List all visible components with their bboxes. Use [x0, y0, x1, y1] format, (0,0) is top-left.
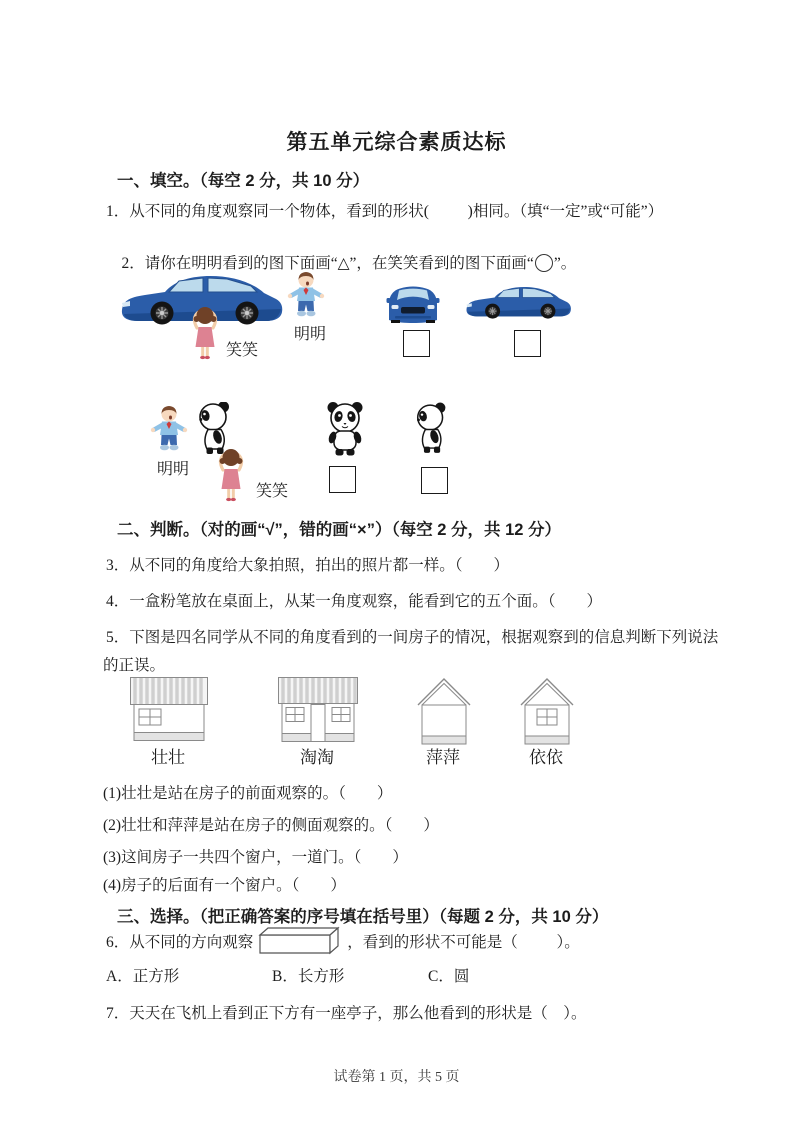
- answer-box-panda-front[interactable]: [329, 466, 356, 493]
- sub-question-3: (3)这间房子一共四个窗户，一道门。（ ）: [103, 849, 408, 866]
- car-scene-girl-label: 笑笑: [226, 342, 259, 359]
- boy-figure-2: [149, 404, 189, 454]
- answer-box-car-side[interactable]: [514, 330, 541, 357]
- question-6-text-before: 6．从不同的方向观察: [106, 934, 254, 951]
- car-side-small-figure: [462, 283, 574, 321]
- answer-box-car-front[interactable]: [403, 330, 430, 357]
- sub-question-2: (2)壮壮和萍萍是站在房子的侧面观察的。（ ）: [103, 817, 439, 834]
- question-7: 7．天天在飞机上看到正下方有一座亭子，那么他看到的形状是（ ）。: [106, 1005, 587, 1022]
- cuboid-figure: [258, 926, 342, 956]
- car-front-view-figure: [386, 281, 440, 323]
- question-2-text-before: 2．请你在明明看到的图下面画“△”，在笑笑看到的图下面画“: [121, 255, 534, 272]
- panda-scene-girl-label: 笑笑: [256, 483, 289, 500]
- question-4: 4．一盒粉笔放在桌面上，从某一角度观察，能看到它的五个面。（ ）: [106, 593, 603, 610]
- sub-question-1: (1)壮壮是站在房子的前面观察的。（ ）: [103, 785, 393, 802]
- car-scene-boy-label: 明明: [294, 326, 327, 343]
- house-label-zhuangzhuang: 壮壮: [151, 748, 185, 767]
- question-6-option-b: B．长方形: [272, 968, 345, 985]
- question-5-line1: 5．下图是四名同学从不同的角度看到的一间房子的情况，根据观察到的信息判断下列说法: [106, 629, 719, 646]
- section-1-header: 一、填空。（每空 2 分，共 10 分）: [117, 172, 370, 190]
- house-side-window-figure: [520, 676, 574, 746]
- house-back-view-figure: [129, 676, 209, 743]
- house-front-view-figure: [277, 676, 359, 743]
- house-label-taotao: 淘淘: [300, 748, 334, 767]
- girl-back-view-figure: [188, 306, 222, 364]
- house-label-pingping: 萍萍: [426, 748, 460, 767]
- page-title: 第五单元综合素质达标: [286, 131, 507, 154]
- circle-mark-icon: [535, 254, 553, 272]
- question-6-text-after: ，看到的形状不可能是（ ）。: [347, 934, 580, 951]
- question-6-option-a: A．正方形: [106, 968, 180, 985]
- section-3-header: 三、选择。（把正确答案的序号填在括号里）（每题 2 分，共 10 分）: [117, 908, 609, 926]
- boy-figure: [286, 270, 326, 320]
- question-5-line2: 的正误。: [103, 657, 166, 674]
- panda-side-small-figure: [412, 402, 454, 456]
- question-3: 3．从不同的角度给大象拍照，拍出的照片都一样。（ ）: [106, 557, 510, 574]
- question-2-text-after: ”。: [553, 255, 577, 272]
- girl-back-view-figure-2: [214, 448, 248, 506]
- question-6: [106, 926, 580, 956]
- house-label-yiyi: 依依: [529, 748, 563, 767]
- house-side-plain-figure: [417, 676, 471, 746]
- panda-scene-boy-label: 明明: [157, 461, 190, 478]
- sub-question-4: (4)房子的后面有一个窗户。（ ）: [103, 877, 346, 894]
- panda-front-view-figure: [322, 401, 368, 457]
- answer-box-panda-side[interactable]: [421, 467, 448, 494]
- section-2-header: 二、判断。（对的画“√”，错的画“×”）（每空 2 分，共 12 分）: [117, 521, 562, 539]
- question-1: 1．从不同的角度观察同一个物体，看到的形状( )相同。（填“一定”或“可能”）: [106, 203, 664, 220]
- question-6-option-c: C．圆: [428, 968, 470, 985]
- page-footer: 试卷第 1 页，共 5 页: [333, 1070, 460, 1085]
